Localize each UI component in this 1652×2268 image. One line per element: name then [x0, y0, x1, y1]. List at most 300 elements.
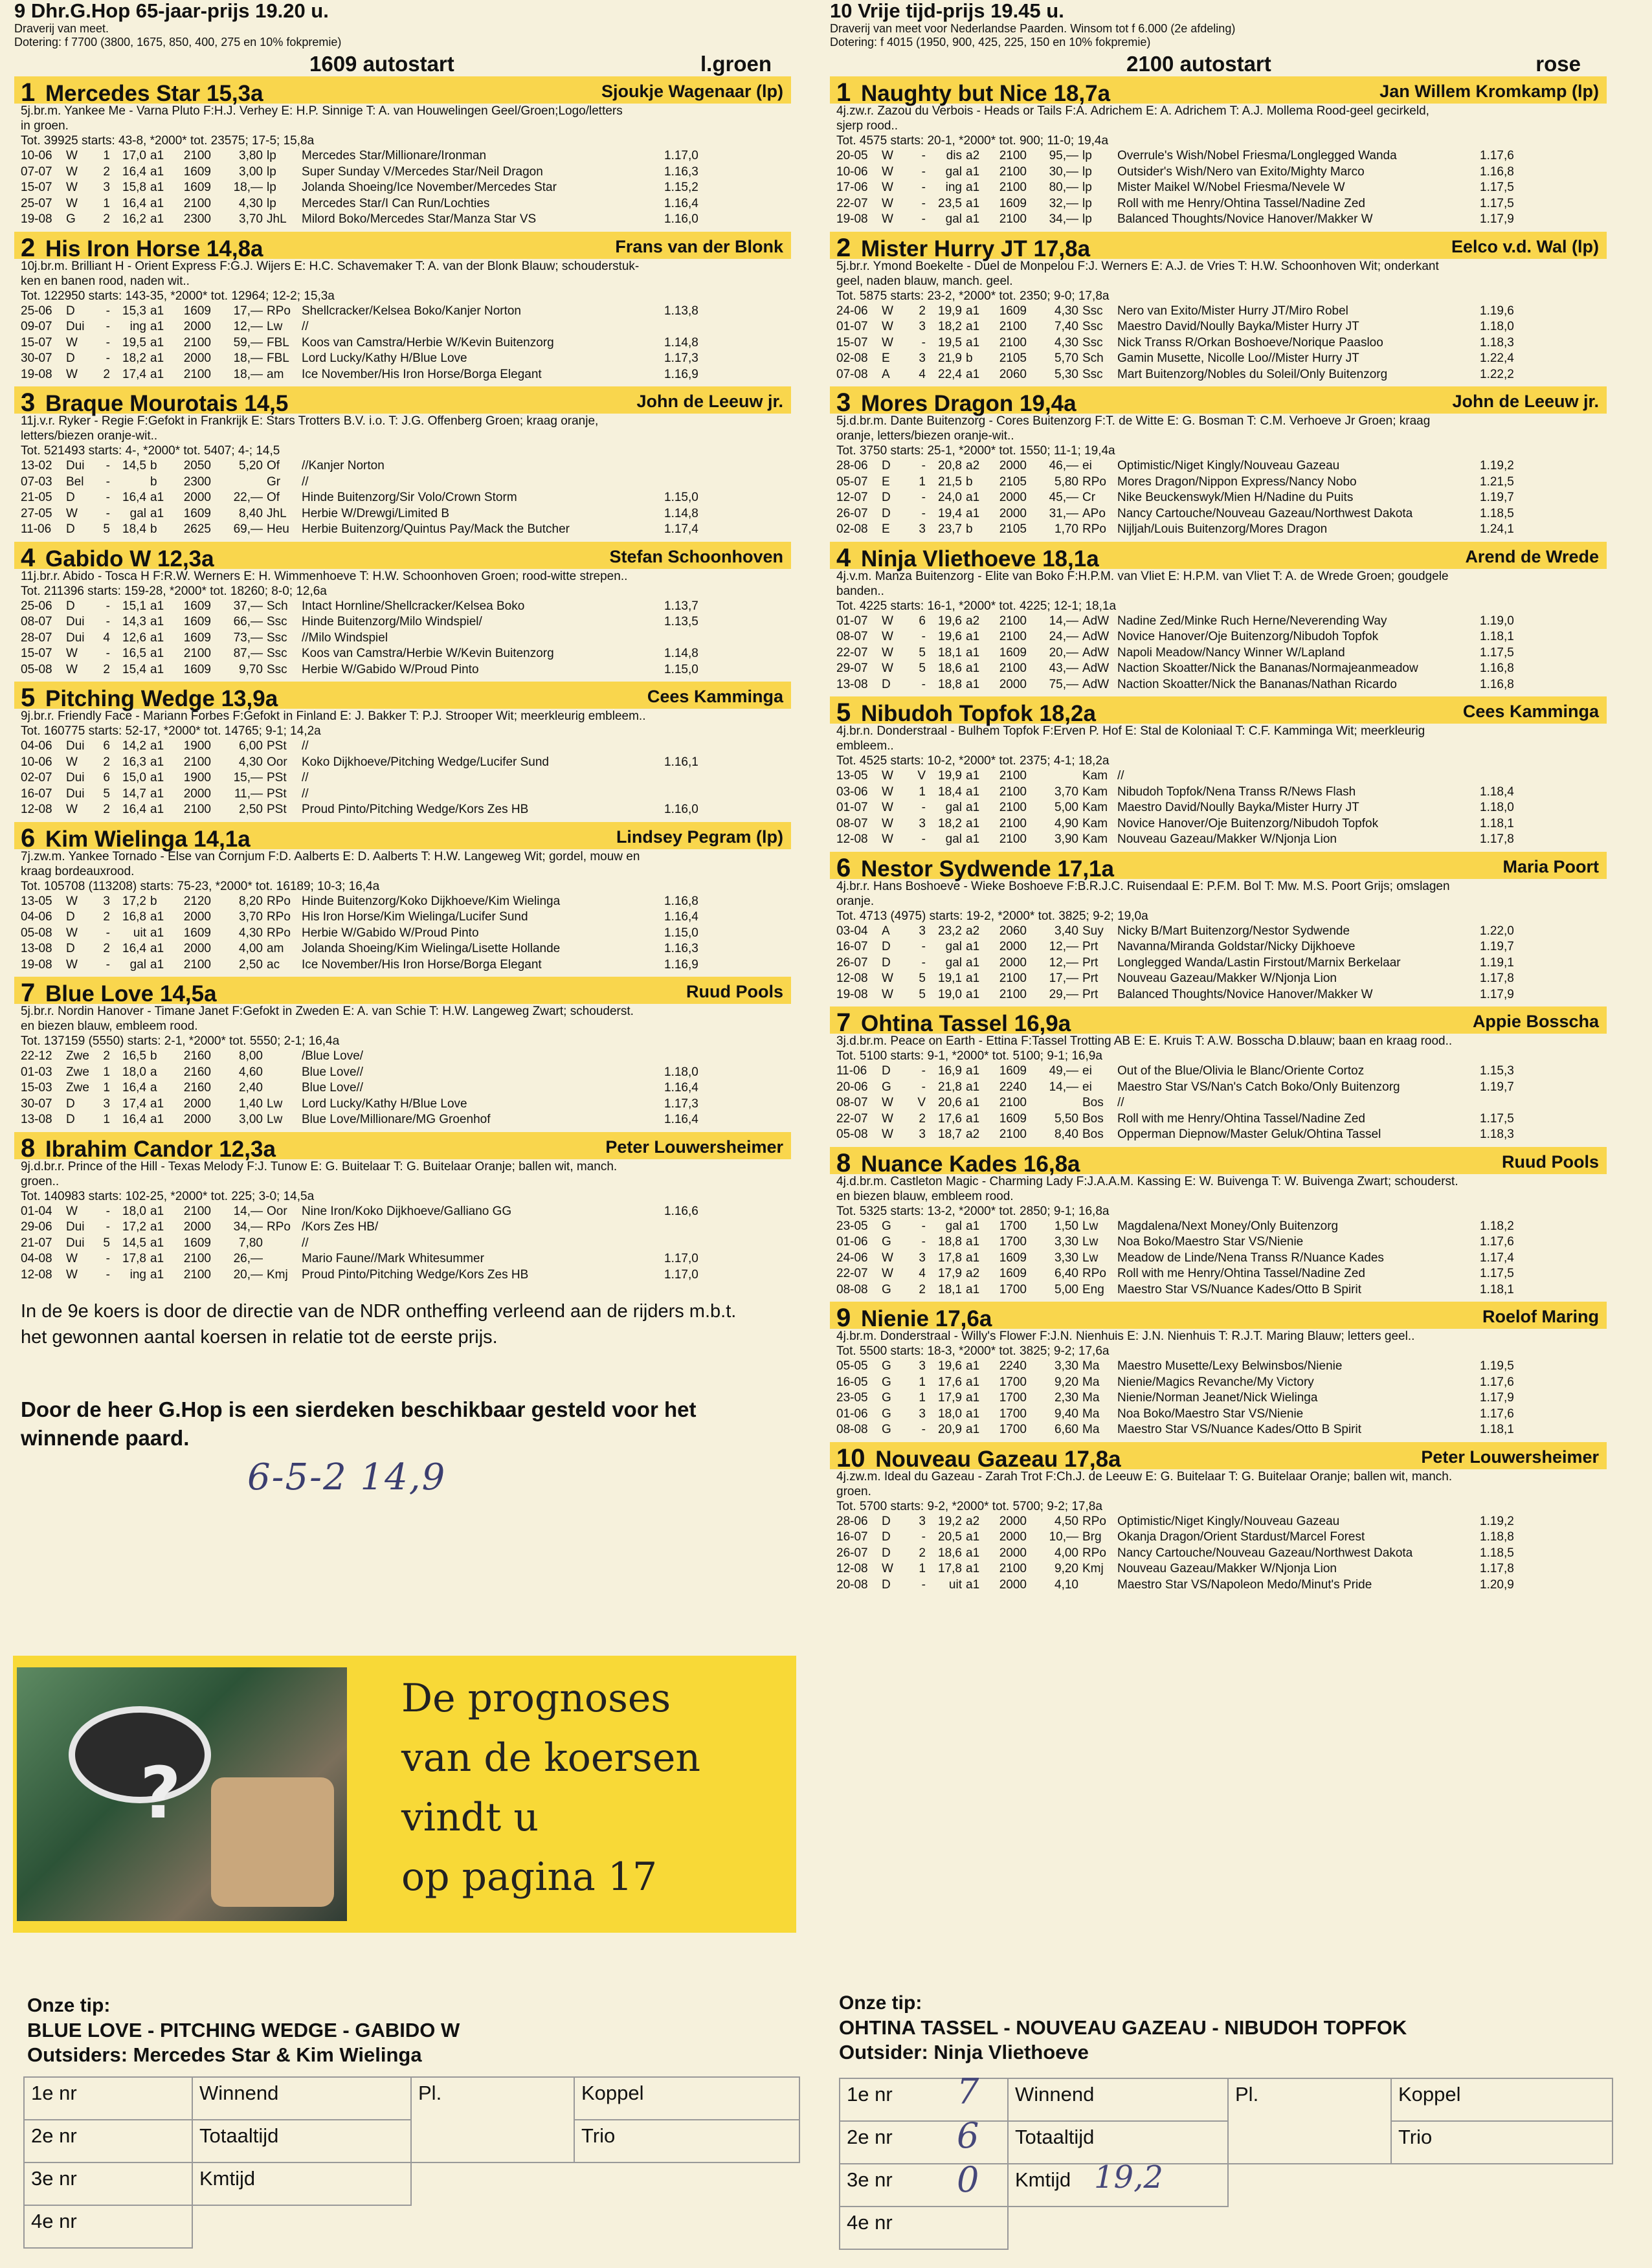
result-cell: Lw	[267, 1113, 283, 1126]
form-pl[interactable]: Pl.	[411, 2077, 574, 2162]
result-cell: 12-08	[21, 803, 52, 816]
result-cell: Of	[267, 459, 280, 472]
result-cell: G	[882, 1375, 891, 1389]
result-cell: 19-08	[21, 212, 52, 226]
horse-info-line: oranje.	[836, 894, 875, 908]
result-cell: 15-07	[21, 335, 52, 350]
result-cell	[267, 1065, 302, 1081]
result-cell: a1	[150, 957, 164, 972]
result-cell: 9,20	[1055, 1562, 1078, 1575]
result-cell: Oor	[267, 755, 287, 769]
result-cell: W	[882, 1111, 893, 1126]
result-cell: 01-06	[836, 1235, 868, 1249]
result-cell: gal	[129, 506, 146, 520]
horse-info-line: geel, naden blauw, manch. geel.	[836, 274, 1013, 288]
result-cell: 16,4	[122, 164, 146, 179]
result-cell: 1.16,8	[1480, 677, 1514, 691]
result-cell: -	[106, 1252, 110, 1265]
result-cell: 1	[919, 1391, 926, 1405]
result-cell: a2	[966, 149, 980, 162]
result-cell: 12-08	[836, 832, 868, 846]
result-cell: 04-06	[21, 910, 52, 924]
result-cell: G	[882, 1406, 891, 1421]
result-row	[836, 832, 1532, 848]
result-cell: W	[66, 647, 78, 660]
result-cell: 2100	[999, 149, 1027, 162]
result-cell	[664, 630, 716, 647]
result-cell: Koos van Camstra/Herbie W/Kevin Buitenzorg	[302, 335, 554, 350]
horse-info-line: Tot. 160775 starts: 52-17, *2000* tot. 14765; 9-1; 14,2a	[21, 724, 321, 738]
result-cell: JhL	[267, 212, 287, 226]
result-cell: FBL	[267, 335, 289, 350]
result-cell: W	[66, 164, 78, 179]
result-cell: 5,30	[1055, 367, 1078, 381]
result-cell: 25-06	[21, 599, 52, 613]
result-cell: 03-04	[836, 924, 868, 938]
result-cell: Ssc	[267, 662, 287, 676]
result-cell: 25-07	[21, 196, 52, 210]
form-3e-nr[interactable]: 3e nr	[24, 2162, 192, 2205]
horse-title: Braque Mourotais 14,5	[45, 391, 289, 416]
result-cell: gal	[945, 212, 962, 226]
result-cell: 20,6	[938, 1096, 962, 1109]
result-cell: 45,—	[1049, 491, 1078, 504]
result-cell: 1.16,4	[664, 1081, 698, 1095]
result-cell: A	[882, 924, 890, 938]
result-cell: 14,3	[122, 615, 146, 628]
result-cell	[1082, 1577, 1117, 1594]
result-cell: 3,00	[239, 164, 263, 179]
result-cell: 1,50	[1055, 1219, 1078, 1233]
result-cell: a1	[966, 940, 980, 953]
form-1e-nr[interactable]: 1e nr	[24, 2077, 192, 2120]
result-cell: Suy	[1082, 924, 1104, 938]
result-cell: 28-07	[21, 630, 52, 645]
result-cell: -	[921, 149, 926, 162]
result-cell: W	[882, 832, 893, 846]
result-row	[21, 1219, 716, 1236]
horse-info-line: Tot. 137159 (5550) starts: 2-1, *2000* tot. 5550; 2-1; 16,4a	[21, 1034, 340, 1048]
result-cell: -	[921, 955, 926, 970]
result-cell: 05-05	[836, 1359, 868, 1373]
result-row	[836, 1422, 1532, 1438]
result-cell: Milord Boko/Mercedes Star/Manza Star VS	[302, 212, 537, 226]
entry-list	[830, 76, 1607, 1593]
result-cell: Ma	[1082, 1391, 1100, 1405]
result-cell: 2	[919, 1111, 926, 1126]
result-cell: 1609	[183, 599, 211, 613]
result-cell: a1	[150, 926, 164, 940]
result-row	[21, 1204, 716, 1220]
result-cell: V	[917, 769, 926, 783]
result-cell: 1.18,0	[1480, 320, 1514, 333]
result-cell: 9,70	[239, 662, 263, 676]
entry-header	[14, 76, 791, 107]
result-cell: 5	[103, 1236, 110, 1250]
start-number: 6	[836, 853, 851, 882]
result-cell: Nouveau Gazeau/Makker W/Njonja Lion	[1117, 972, 1337, 985]
result-row	[836, 367, 1532, 383]
result-cell: 2100	[183, 755, 211, 769]
result-cell: 2100	[999, 181, 1027, 194]
form-trio[interactable]: Trio	[1391, 2121, 1613, 2164]
result-cell: 1.17,6	[1480, 149, 1514, 162]
result-cell: 34,—	[233, 1220, 263, 1234]
horse-title: Mister Hurry JT 17,8a	[860, 236, 1091, 261]
result-cell: 2100	[999, 164, 1027, 179]
form-kmtijd[interactable]: Kmtijd	[192, 2162, 411, 2205]
result-cell: Lw	[267, 1096, 283, 1111]
result-cell: a1	[966, 335, 980, 350]
result-cell: 16,5	[122, 1049, 146, 1063]
result-cell: 2000	[183, 1113, 211, 1126]
start-number: 9	[836, 1304, 851, 1332]
result-cell: a1	[150, 771, 164, 784]
result-cell: 2100	[999, 769, 1027, 783]
result-cell: 1609	[183, 304, 211, 318]
result-cell: lp	[1082, 149, 1092, 162]
result-cell: RPo	[267, 304, 291, 318]
result-cell: 5	[919, 662, 926, 675]
result-cell: 1.16,8	[1480, 662, 1514, 675]
result-cell: a1	[150, 351, 164, 365]
result-cell: 21-07	[21, 1236, 52, 1250]
result-cell: 9,40	[1055, 1406, 1078, 1421]
result-cell: 2100	[999, 662, 1027, 675]
result-cell: W	[882, 769, 893, 783]
result-cell: 9,20	[1055, 1375, 1078, 1389]
result-row	[21, 351, 716, 367]
form-1e-nr[interactable]: 1e nr	[840, 2078, 1008, 2121]
result-cell: a1	[966, 1577, 980, 1592]
result-cell: 12-08	[836, 1562, 868, 1575]
result-cell: Gr	[267, 474, 281, 489]
result-cell: 7,80	[239, 1236, 263, 1250]
result-cell: gal	[129, 957, 146, 972]
form-2e-nr[interactable]: 2e nr	[840, 2121, 1008, 2164]
exemption-note: In de 9e koers is door de directie van de NDR ontheffing verleend aan de rijders m.b.t. het gewonnen aantal koersen in relatie tot de eerste prijs.	[21, 1301, 737, 1348]
result-cell: W	[882, 987, 893, 1001]
result-cell: JhL	[267, 506, 287, 520]
result-cell: //	[302, 1236, 309, 1250]
result-cell: b	[150, 522, 157, 536]
form-2e-nr[interactable]: 2e nr	[24, 2120, 192, 2162]
result-cell: Intact Hornline/Shellcracker/Kelsea Boko	[302, 599, 525, 613]
result-cell: 4,30	[239, 755, 263, 769]
form-totaaltijd[interactable]: Totaaltijd	[1008, 2121, 1228, 2164]
result-cell: a1	[966, 320, 980, 333]
horse-name	[21, 388, 288, 417]
result-row	[836, 816, 1532, 832]
result-cell: a1	[966, 1282, 980, 1296]
result-cell: 1900	[183, 771, 211, 784]
result-cell: 3	[103, 894, 110, 908]
result-cell: b	[150, 894, 157, 908]
horse-name	[836, 78, 1110, 107]
form-pl[interactable]: Pl.	[1228, 2078, 1391, 2164]
result-cell: D	[66, 491, 75, 504]
race-title: 10 Vrije tijd-prijs 19.45 u.	[830, 0, 1064, 22]
result-cell: W	[66, 1204, 78, 1218]
result-cell: 2100	[183, 196, 211, 210]
horse-entry	[14, 542, 791, 678]
form-kmtijd[interactable]: Kmtijd	[1008, 2164, 1228, 2207]
result-cell: 1900	[183, 739, 211, 753]
horse-entry	[830, 852, 1607, 1003]
result-cell: 02-08	[836, 351, 868, 365]
result-cell: 08-08	[836, 1423, 868, 1436]
horse-info-line: groen..	[21, 1174, 60, 1188]
result-cell: a1	[966, 645, 980, 660]
horse-entry	[14, 386, 791, 538]
result-row	[836, 1390, 1532, 1406]
result-cell: 2160	[183, 1049, 211, 1063]
result-cell: 6,00	[239, 739, 263, 753]
result-cell: 20,—	[1049, 645, 1078, 660]
result-cell: 2160	[183, 1065, 211, 1079]
result-cell: Lord Lucky/Kathy H/Blue Love	[302, 1096, 467, 1111]
result-cell: /Kors Zes HB/	[302, 1220, 379, 1234]
result-cell: Ma	[1082, 1406, 1100, 1421]
result-cell: 1.18,3	[1480, 335, 1514, 350]
result-cell: Oor	[267, 1204, 287, 1218]
horse-info-line: en biezen blauw, embleem rood.	[836, 1189, 1014, 1203]
result-cell: W	[66, 894, 78, 908]
result-cell: 1609	[999, 304, 1027, 318]
result-cell: Dui	[66, 786, 85, 801]
result-cell: 5	[103, 522, 110, 536]
form-koppel[interactable]: Koppel	[574, 2077, 799, 2120]
result-cell: Super Sunday V/Mercedes Star/Neil Dragon	[302, 164, 543, 179]
result-cell: 1.22,2	[1480, 367, 1514, 381]
result-cell: 2100	[999, 1128, 1027, 1141]
result-cell: 1.22,0	[1480, 924, 1514, 938]
result-cell: 3	[919, 1406, 926, 1421]
result-cell: Nijljah/Louis Buitenzorg/Mores Dragon	[1117, 522, 1328, 536]
result-cell: -	[921, 1423, 926, 1436]
result-cell: W	[66, 1252, 78, 1265]
result-cell: Nadine Zed/Minke Ruch Herne/Neverending Way	[1117, 614, 1387, 628]
result-cell: 32,—	[1049, 196, 1078, 210]
result-cell: 2	[919, 1282, 926, 1296]
result-cell: G	[66, 212, 76, 226]
result-row	[836, 148, 1532, 164]
result-cell: 16,8	[122, 910, 146, 924]
horse-info-line: 10j.br.m. Brilliant H - Orient Express F:G.J. Wijers E: H.C. Schavemaker T: A. van der Blonk Blauw; schouderstuk-	[21, 259, 640, 273]
result-cell: 1609	[999, 1267, 1027, 1280]
result-cell: Dui	[66, 459, 85, 472]
horse-info-line: Tot. 3750 starts: 25-1, *2000* tot. 1550; 11-1; 19,4a	[836, 444, 1115, 458]
recent-results	[21, 739, 716, 818]
result-cell	[664, 474, 716, 491]
result-cell: W	[882, 1267, 893, 1280]
horse-name	[836, 1149, 1080, 1178]
result-cell: 19,9	[938, 769, 962, 783]
result-cell: Outsider's Wish/Nero van Exito/Mighty Marco	[1117, 164, 1365, 179]
result-cell: 2	[103, 1049, 110, 1063]
result-row	[21, 506, 716, 522]
result-cell: -	[106, 615, 110, 628]
result-cell: Mercedes Star/Millionare/Ironman	[302, 149, 487, 162]
form-4e-nr[interactable]: 4e nr	[24, 2205, 192, 2248]
horse-entry	[830, 76, 1607, 228]
result-cell: b	[150, 459, 157, 472]
horse-entry	[14, 682, 791, 818]
result-cell: a1	[150, 739, 164, 753]
result-cell: b	[966, 522, 973, 536]
result-cell: Mercedes Star/I Can Run/Lochties	[302, 196, 490, 210]
result-cell: RPo	[267, 926, 291, 940]
result-row	[836, 924, 1532, 940]
result-cell: 16,4	[122, 942, 146, 955]
result-cell: 16,4	[122, 1081, 146, 1095]
result-cell: lp	[267, 149, 276, 162]
result-cell: Noa Boko/Maestro Star VS/Nienie	[1117, 1406, 1304, 1421]
result-cell: Gamin Musette, Nicolle Loo//Mister Hurry JT	[1117, 351, 1359, 365]
result-cell: G	[882, 1282, 891, 1296]
result-cell: 1.18,1	[1480, 816, 1514, 830]
result-cell: Maestro Star VS/Nuance Kades/Otto B Spirit	[1117, 1423, 1362, 1436]
result-cell: a1	[966, 181, 980, 194]
result-cell: Lw	[1082, 1219, 1099, 1233]
horse-title: Ohtina Tassel 16,9a	[860, 1011, 1071, 1036]
result-cell: -	[921, 164, 926, 179]
result-row	[836, 1127, 1532, 1143]
result-cell: 26-07	[836, 955, 868, 970]
result-cell: -	[106, 599, 110, 613]
horse-info-line: Tot. 5875 starts: 23-2, *2000* tot. 2350; 9-0; 17,8a	[836, 289, 1110, 303]
result-cell: Kam	[1082, 832, 1108, 846]
form-4e-nr[interactable]: 4e nr	[840, 2207, 1008, 2249]
result-cell: 80,—	[1049, 181, 1078, 194]
horse-info-line: 4j.br.m. Donderstraal - Willy's Flower F:J.N. Nienhuis E: J.N. Nienhuis T: R.J.T. Maring Blauw; letters geel..	[836, 1329, 1415, 1343]
result-row	[21, 474, 716, 491]
form-winnend[interactable]: Winnend	[1008, 2078, 1228, 2121]
result-cell: 4,10	[1055, 1577, 1078, 1592]
form-totaaltijd[interactable]: Totaaltijd	[192, 2120, 411, 2162]
result-cell: -	[106, 459, 110, 472]
result-cell: 2100	[999, 320, 1027, 333]
form-koppel[interactable]: Koppel	[1391, 2078, 1613, 2121]
result-cell: 5	[919, 987, 926, 1001]
result-cell: AdW	[1082, 677, 1110, 691]
driver-name: Sjoukje Wagenaar (lp)	[601, 82, 783, 101]
driver-name: Jan Willem Kromkamp (lp)	[1379, 82, 1599, 101]
result-cell: Navanna/Miranda Goldstar/Nicky Dijkhoeve	[1117, 940, 1356, 953]
result-cell: 20,5	[938, 1530, 962, 1544]
horse-title: Nuance Kades 16,8a	[860, 1151, 1080, 1177]
result-cell: 8,40	[239, 506, 263, 520]
result-cell: Zwe	[66, 1049, 89, 1063]
result-cell: Meadow de Linde/Nena Transs R/Nuance Kades	[1117, 1251, 1384, 1265]
result-cell: 13-02	[21, 459, 52, 472]
result-row	[836, 196, 1532, 212]
result-cell: 31,—	[1049, 506, 1078, 520]
result-cell: Dui	[66, 771, 85, 784]
form-trio[interactable]: Trio	[574, 2120, 799, 2162]
result-cell: am	[267, 942, 284, 955]
entry-header	[14, 1132, 791, 1162]
result-cell: 14,5	[122, 1236, 146, 1250]
result-cell: lp	[1082, 164, 1092, 179]
result-cell: E	[882, 351, 890, 365]
entry-header	[830, 852, 1607, 882]
result-cell: 17,8	[938, 1562, 962, 1575]
result-cell: W	[882, 320, 893, 333]
result-row	[836, 1282, 1532, 1298]
result-cell: 3	[919, 351, 926, 365]
result-cell: 17,6	[938, 1111, 962, 1126]
start-number: 7	[21, 979, 36, 1007]
result-cell: -	[106, 335, 110, 350]
result-cell: 13-05	[21, 894, 52, 908]
result-cell: 1.17,6	[1480, 1235, 1514, 1249]
result-cell: 18,4	[122, 522, 146, 536]
form-3e-nr[interactable]: 3e nr	[840, 2164, 1008, 2207]
result-cell: Maestro Musette/Lexy Belwinsbos/Nienie	[1117, 1359, 1343, 1373]
result-cell: 2	[103, 755, 110, 769]
result-cell: -	[921, 1235, 926, 1249]
result-cell: 15,—	[233, 771, 263, 784]
result-cell: RPo	[1082, 522, 1106, 536]
result-cell: 19,2	[938, 1514, 962, 1528]
result-cell: 09-07	[21, 320, 52, 333]
result-cell: -	[921, 491, 926, 504]
form-winnend[interactable]: Winnend	[192, 2077, 411, 2120]
horse-info-line: groen.	[836, 1484, 871, 1498]
result-row	[21, 1251, 716, 1267]
horse-info-line: Tot. 5325 starts: 13-2, *2000* tot. 2850; 9-1; 16,8a	[836, 1204, 1110, 1218]
result-cell: RPo	[1082, 1267, 1106, 1280]
result-cell: 13-08	[21, 942, 52, 955]
result-row	[21, 319, 716, 335]
result-cell: W	[66, 662, 78, 676]
start-number: 7	[836, 1008, 851, 1037]
result-cell	[1480, 1095, 1532, 1111]
start-number: 5	[21, 684, 36, 712]
result-cell: 23-05	[836, 1219, 868, 1233]
result-cell: a1	[150, 615, 164, 628]
result-cell: Koos van Camstra/Herbie W/Kevin Buitenzorg	[302, 647, 554, 660]
result-cell: 2000	[183, 786, 211, 801]
result-cell: W	[66, 803, 78, 816]
result-cell: W	[882, 784, 893, 799]
result-cell: E	[882, 522, 890, 536]
result-cell: 2000	[999, 677, 1027, 691]
result-cell: 18,1	[938, 1282, 962, 1296]
result-cell: 16,3	[122, 755, 146, 769]
horse-name	[21, 1134, 276, 1163]
result-cell: a1	[966, 1391, 980, 1405]
result-cell: -	[106, 506, 110, 520]
result-cell: a	[150, 1081, 157, 1095]
handwritten-result: 6-5-2 14,9	[247, 1456, 447, 1498]
horse-info-line: Tot. 4713 (4975) starts: 19-2, *2000* tot. 3825; 9-2; 19,0a	[836, 909, 1148, 923]
result-cell: 25-06	[21, 304, 52, 318]
result-cell: 23,7	[938, 522, 962, 536]
result-cell: 16,9	[938, 1064, 962, 1078]
result-cell: 2	[103, 662, 110, 676]
horse-info-line: 4j.br.n. Donderstraal - Bulhem Topfok F:Erven P. Hof E: Stal de Koloniaal T: C.F. Kamminga Wit; meerkleurig	[836, 724, 1425, 738]
horse-entry	[14, 977, 791, 1128]
driver-name: John de Leeuw jr.	[636, 392, 783, 411]
recent-results	[836, 458, 1532, 538]
result-row	[21, 1112, 716, 1128]
result-row	[836, 677, 1532, 693]
tip-label: Onze tip:	[27, 1995, 111, 2016]
tip-outsiders: Outsiders: Mercedes Star & Kim Wielinga	[27, 2043, 422, 2066]
result-cell: 29-06	[21, 1220, 52, 1234]
